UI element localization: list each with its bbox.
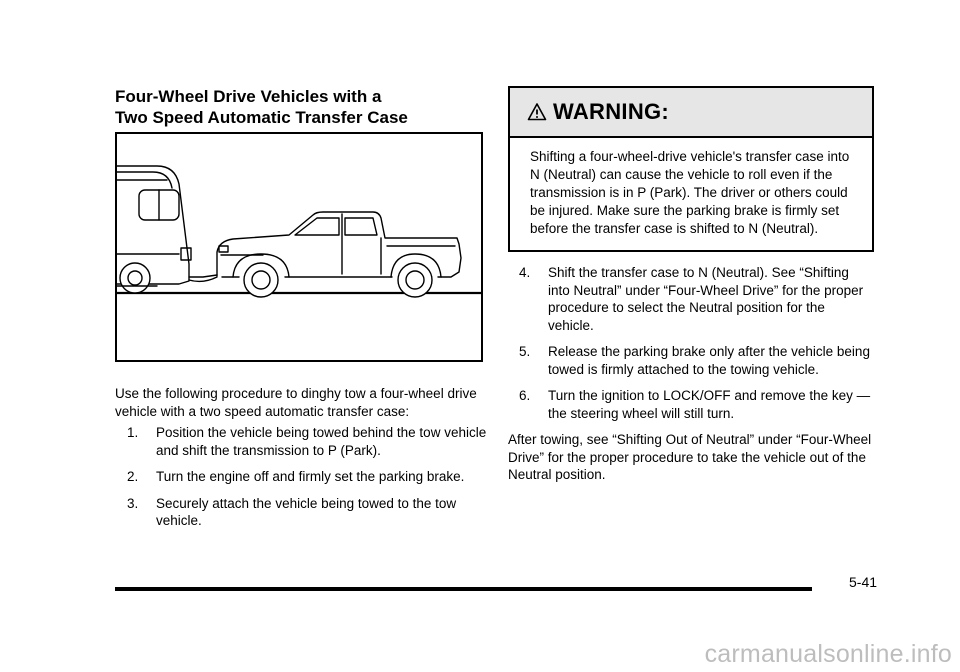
step-number: 6. (519, 388, 531, 403)
warning-box (508, 86, 874, 252)
step-item (519, 387, 874, 422)
step-text: Securely attach the vehicle being towed to the tow vehicle. (156, 495, 457, 528)
step-text: Shift the transfer case to N (Neutral). See “Shifting into Neutral” under “Four-Wheel Drive” for the proper procedure to select the Neutral position for the vehicle. (548, 265, 864, 333)
procedure-steps-left (115, 424, 487, 530)
step-text: Release the parking brake only after the vehicle being towed is firmly attached to the towing vehicle. (548, 344, 870, 377)
intro-paragraph: Use the following procedure to dinghy tow a four-wheel drive vehicle with a two speed automatic transfer case: (115, 386, 477, 419)
step-text: Position the vehicle being towed behind the tow vehicle and shift the transmission to P (Park). (156, 425, 487, 458)
left-column (115, 86, 487, 539)
warning-triangle-icon (527, 102, 547, 122)
watermark: carmanualsonline.info (704, 640, 952, 668)
warning-header (510, 88, 872, 138)
warning-text: Shifting a four-wheel-drive vehicle's transfer case into N (Neutral) can cause the vehicle to roll even if the transmission is in P (Park). The driver or others could be injured. Make sure the parking brake is firmly set before the transfer case is shifted to N (Neutral). (530, 149, 850, 236)
step-number: 1. (127, 425, 139, 440)
step-item (519, 264, 874, 334)
warning-title: WARNING: (553, 99, 670, 124)
section-title (115, 86, 487, 128)
section-title-line2: Two Speed Automatic Transfer Case (115, 108, 408, 127)
footer-rule (115, 587, 812, 591)
step-text: Turn the engine off and firmly set the parking brake. (156, 469, 465, 484)
step-item (127, 468, 487, 486)
dinghy-tow-illustration (115, 132, 483, 362)
after-towing-paragraph: After towing, see “Shifting Out of Neutral” under “Four-Wheel Drive” for the proper procedure to take the vehicle out of the Neutral position. (508, 432, 872, 482)
section-title-line1: Four-Wheel Drive Vehicles with a (115, 87, 382, 106)
step-item (127, 424, 487, 459)
step-number: 3. (127, 495, 139, 511)
page-number: 5-41 (849, 574, 878, 590)
step-item (519, 343, 874, 378)
step-number: 2. (127, 469, 139, 484)
procedure-steps-right (508, 264, 874, 422)
right-column (508, 86, 874, 484)
step-item (127, 495, 487, 530)
towing-illustration-svg (117, 134, 481, 360)
step-number: 5. (519, 344, 531, 359)
step-text: Turn the ignition to LOCK/OFF and remove the key — the steering wheel will still turn. (548, 388, 871, 421)
step-number: 4. (519, 265, 531, 280)
